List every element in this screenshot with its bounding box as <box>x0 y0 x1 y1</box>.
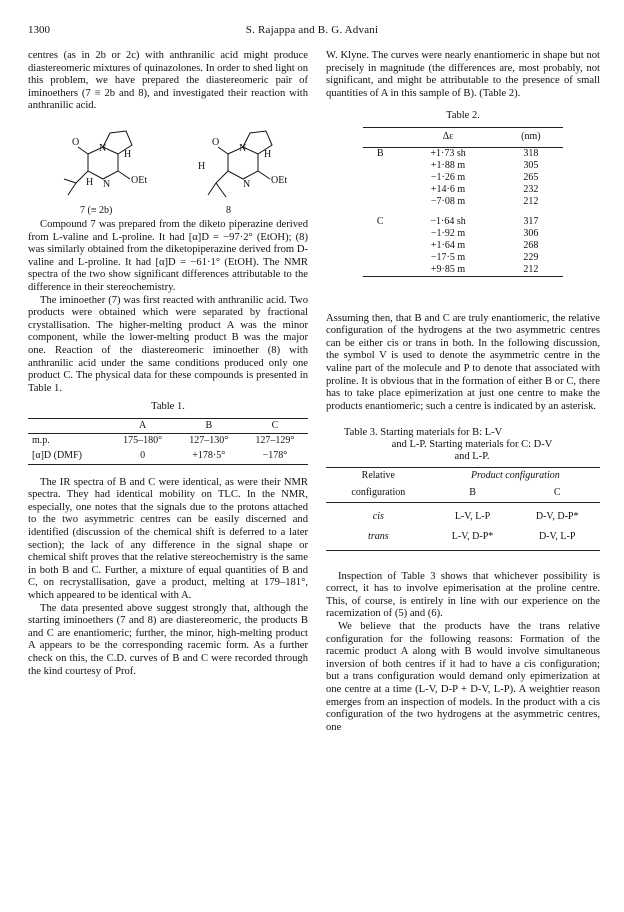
paragraph: W. Klyne. The curves were nearly enantiomeric in shape but not precisely in magnitude (the differences are, most probably, not significant, and might be attributable to the presence of small quantities of A in this sample of B). (Table 2). <box>326 50 600 99</box>
atom-o: O <box>212 136 220 148</box>
table-header-row <box>28 418 308 434</box>
atom-n: N <box>243 178 251 190</box>
atom-o: O <box>72 136 80 148</box>
table-header-cell: C <box>271 419 279 431</box>
paragraph: Compound 7 was prepared from the diketo piperazine derived from L-valine and L-proline. It had [α]D = −97·2° (EtOH); (8) was similarly obtained from the diketopiperazine derived from D-valine and L-proline. It had [α]D = −61·1° (EtOH). The NMR spectra of the two show significant differences attributable to the difference in their stereochemistry. <box>28 218 308 293</box>
table-row <box>326 502 600 525</box>
table-cell: −1·26 m <box>430 171 466 183</box>
bond <box>258 171 270 179</box>
table-header-row <box>363 127 563 147</box>
table-cell: 212 <box>523 263 539 275</box>
caption-line: Table 3. Starting materials for B: L-V <box>344 427 503 439</box>
paragraph: The iminoether (7) was first reacted with anthranilic acid. Two products were obtained which were separated by fractional crystallisation. The higher-melting product A was the minor component, while the lower-melting product B was the major one. Reaction of the diastereomeric iminoether (8) with anthranilic acid under the same conditions produced only one product C. The physical data for these compounds is presented in Table 1. <box>28 294 308 394</box>
table-cell: cis <box>372 510 384 522</box>
page-number: 1300 <box>28 24 50 36</box>
bond <box>216 171 228 183</box>
table-cell: 127–130° <box>189 435 229 447</box>
atom-h: H <box>264 148 272 160</box>
group-label: B <box>376 147 384 159</box>
table-row <box>28 434 308 449</box>
structure-drawing <box>28 119 308 219</box>
paragraph: We believe that the products have the trans relative configuration for the following reasons: Formation of the racemic product A along with B would involve simultaneous inversion of both centres if it had to have a cis configuration; but a trans configuration would demand only epimerization at one centre at a time (L-V, D-P + D-V, L-P). A weightier reason emerges from an inspection of models. In the product with a cis configuration of the two hydrogens at the asymmetric centres, one <box>326 621 600 733</box>
table-row <box>363 196 563 208</box>
table-cell: L-V, L-P <box>454 510 491 522</box>
table-cell: D-V, L-P <box>538 531 576 543</box>
caption-line: and L-P. <box>454 451 490 463</box>
table-header-cell <box>28 418 110 434</box>
table-cell: 318 <box>523 147 539 159</box>
table-header-cell: configuration <box>351 486 406 498</box>
table-row <box>363 264 563 277</box>
table-cell: +178·5° <box>192 450 226 462</box>
table1 <box>28 418 308 465</box>
table-cell: +1·64 m <box>430 239 466 251</box>
table-cell: +14·6 m <box>430 183 466 195</box>
table-row <box>363 208 563 228</box>
paragraph: Inspection of Table 3 shows that whichever possibility is correct, it has to involve epimerisation at the proline centre. This, of course, is entirely in line with our experience on the racemization of (5) and (6). <box>326 570 600 620</box>
bond <box>64 179 76 183</box>
table-cell: trans <box>368 531 389 543</box>
paragraph: centres (as in 2b or 2c) with anthranilic acid might produce diastereomeric mixtures of quinazolones. In order to shed light on this problem, we have prepared the diastereomeric pair of iminoethers (7 ≡ 2b and 8), and investigated their reaction with anthranilic acid. <box>28 50 308 112</box>
group-label: C <box>376 215 384 227</box>
table-cell: D-V, D-P* <box>535 510 579 522</box>
table-cell: 265 <box>523 171 539 183</box>
bond <box>218 147 228 154</box>
chemical-structures <box>28 119 308 219</box>
bond <box>118 171 130 179</box>
group-oet: OEt <box>131 174 148 186</box>
atom-h: H <box>124 148 132 160</box>
bond <box>208 183 216 195</box>
table-header-row <box>326 485 600 502</box>
table-header-cell: Δε <box>442 130 454 142</box>
table3-caption <box>326 427 600 463</box>
bond <box>68 183 76 195</box>
table-header-cell: Product configuration <box>470 470 560 482</box>
table-row <box>363 184 563 196</box>
table-cell: −7·08 m <box>430 195 466 207</box>
table-row <box>326 525 600 550</box>
compound-label-7: 7 (≡ 2b) <box>80 204 113 216</box>
page-header <box>28 24 596 40</box>
table1-caption: Table 1. <box>151 401 185 413</box>
table3 <box>326 467 600 550</box>
table-cell: −1·64 sh <box>430 215 466 227</box>
table-cell: 305 <box>523 159 539 171</box>
table-header-cell: B <box>205 419 213 431</box>
table-header-cell: Relative <box>361 470 395 482</box>
right-column <box>326 50 600 734</box>
group-oet: OEt <box>271 174 288 186</box>
table-cell: +9·85 m <box>430 263 466 275</box>
table-header-cell: B <box>469 486 476 498</box>
table-header-cell: A <box>139 419 147 431</box>
table-row <box>28 449 308 464</box>
compound-label-8: 8 <box>226 204 231 216</box>
table-cell: 268 <box>523 239 539 251</box>
table-cell: m.p. <box>32 435 50 447</box>
table-header-cell: (nm) <box>521 130 541 142</box>
table2 <box>363 127 563 277</box>
table-cell: 232 <box>523 183 539 195</box>
table-header-cell <box>363 127 397 147</box>
table-cell: [α]D (DMF) <box>32 450 82 462</box>
bond <box>78 147 88 154</box>
table-cell: 127–129° <box>255 435 295 447</box>
table-cell: 0 <box>140 450 146 462</box>
table-row <box>363 228 563 240</box>
table-cell: −1·92 m <box>430 227 466 239</box>
table-cell: −178° <box>262 450 288 462</box>
caption-line: and L-P. Starting materials for C: D-V <box>391 439 553 451</box>
table-row <box>363 240 563 252</box>
table-cell: +1·88 m <box>430 159 466 171</box>
atom-h: H <box>198 160 206 172</box>
table-cell: +1·73 sh <box>430 147 466 159</box>
running-authors: S. Rajappa and B. G. Advani <box>245 24 379 36</box>
table2-caption: Table 2. <box>446 110 480 122</box>
table-cell: 229 <box>523 251 539 263</box>
table-header-row <box>326 468 600 485</box>
table-row <box>363 160 563 172</box>
left-column <box>28 50 308 678</box>
paragraph: Assuming then, that B and C are truly enantiomeric, the relative configuration of the hydrogens at the two asymmetric centres can be either cis or trans in both. In the following discussion, the symbol V is used to denote the asymmetric centre in the valine part of the molecule and P to denote that associated with proline. It is obvious that in the formation of either B or C, there has to take place epimerization at just one centre to make the products enantiomeric; such a centre is indicated by an asterisk. <box>326 312 600 412</box>
table-cell: 317 <box>523 215 539 227</box>
table-row <box>363 252 563 264</box>
paragraph: The data presented above suggest strongly that, although the starting iminoethers (7 and 8) are diastereomeric, the products B and C are enantiomeric; further, the minor, high-melting product A appears to be the corresponding racemic form. As a further check on this, the C.D. curves of B and C were recorded through the kind courtesy of Prof. <box>28 602 308 677</box>
atom-h: H <box>86 176 94 188</box>
table-cell: 212 <box>523 195 539 207</box>
atom-n: N <box>103 178 111 190</box>
table-cell: 306 <box>523 227 539 239</box>
table-cell: 175–180° <box>123 435 163 447</box>
table-cell: L-V, D-P* <box>451 531 494 543</box>
table-row <box>363 172 563 184</box>
table-header-cell: C <box>553 486 561 498</box>
table-cell: −17·5 m <box>430 251 466 263</box>
atom-n: N <box>239 142 247 154</box>
paragraph: The IR spectra of B and C were identical, as were their NMR spectra. They had identical mobility on TLC. In the NMR, especially, one notes that the signals due to the protons attached to the two asymmetric centres can be easily discerned and identified (discussion of the chemical shift is deferred to a later section); the lack of any difference in the signal shape or chemical shift proves that the relative stereochemistry is the same in both B and C. Further, a mixture of equal quantities of B and C, on recrystallisation, gave a product, melting at 179–181°, which appeared to be identical with A. <box>28 476 308 601</box>
bond <box>216 183 226 197</box>
atom-n: N <box>99 142 107 154</box>
table-row <box>363 147 563 160</box>
